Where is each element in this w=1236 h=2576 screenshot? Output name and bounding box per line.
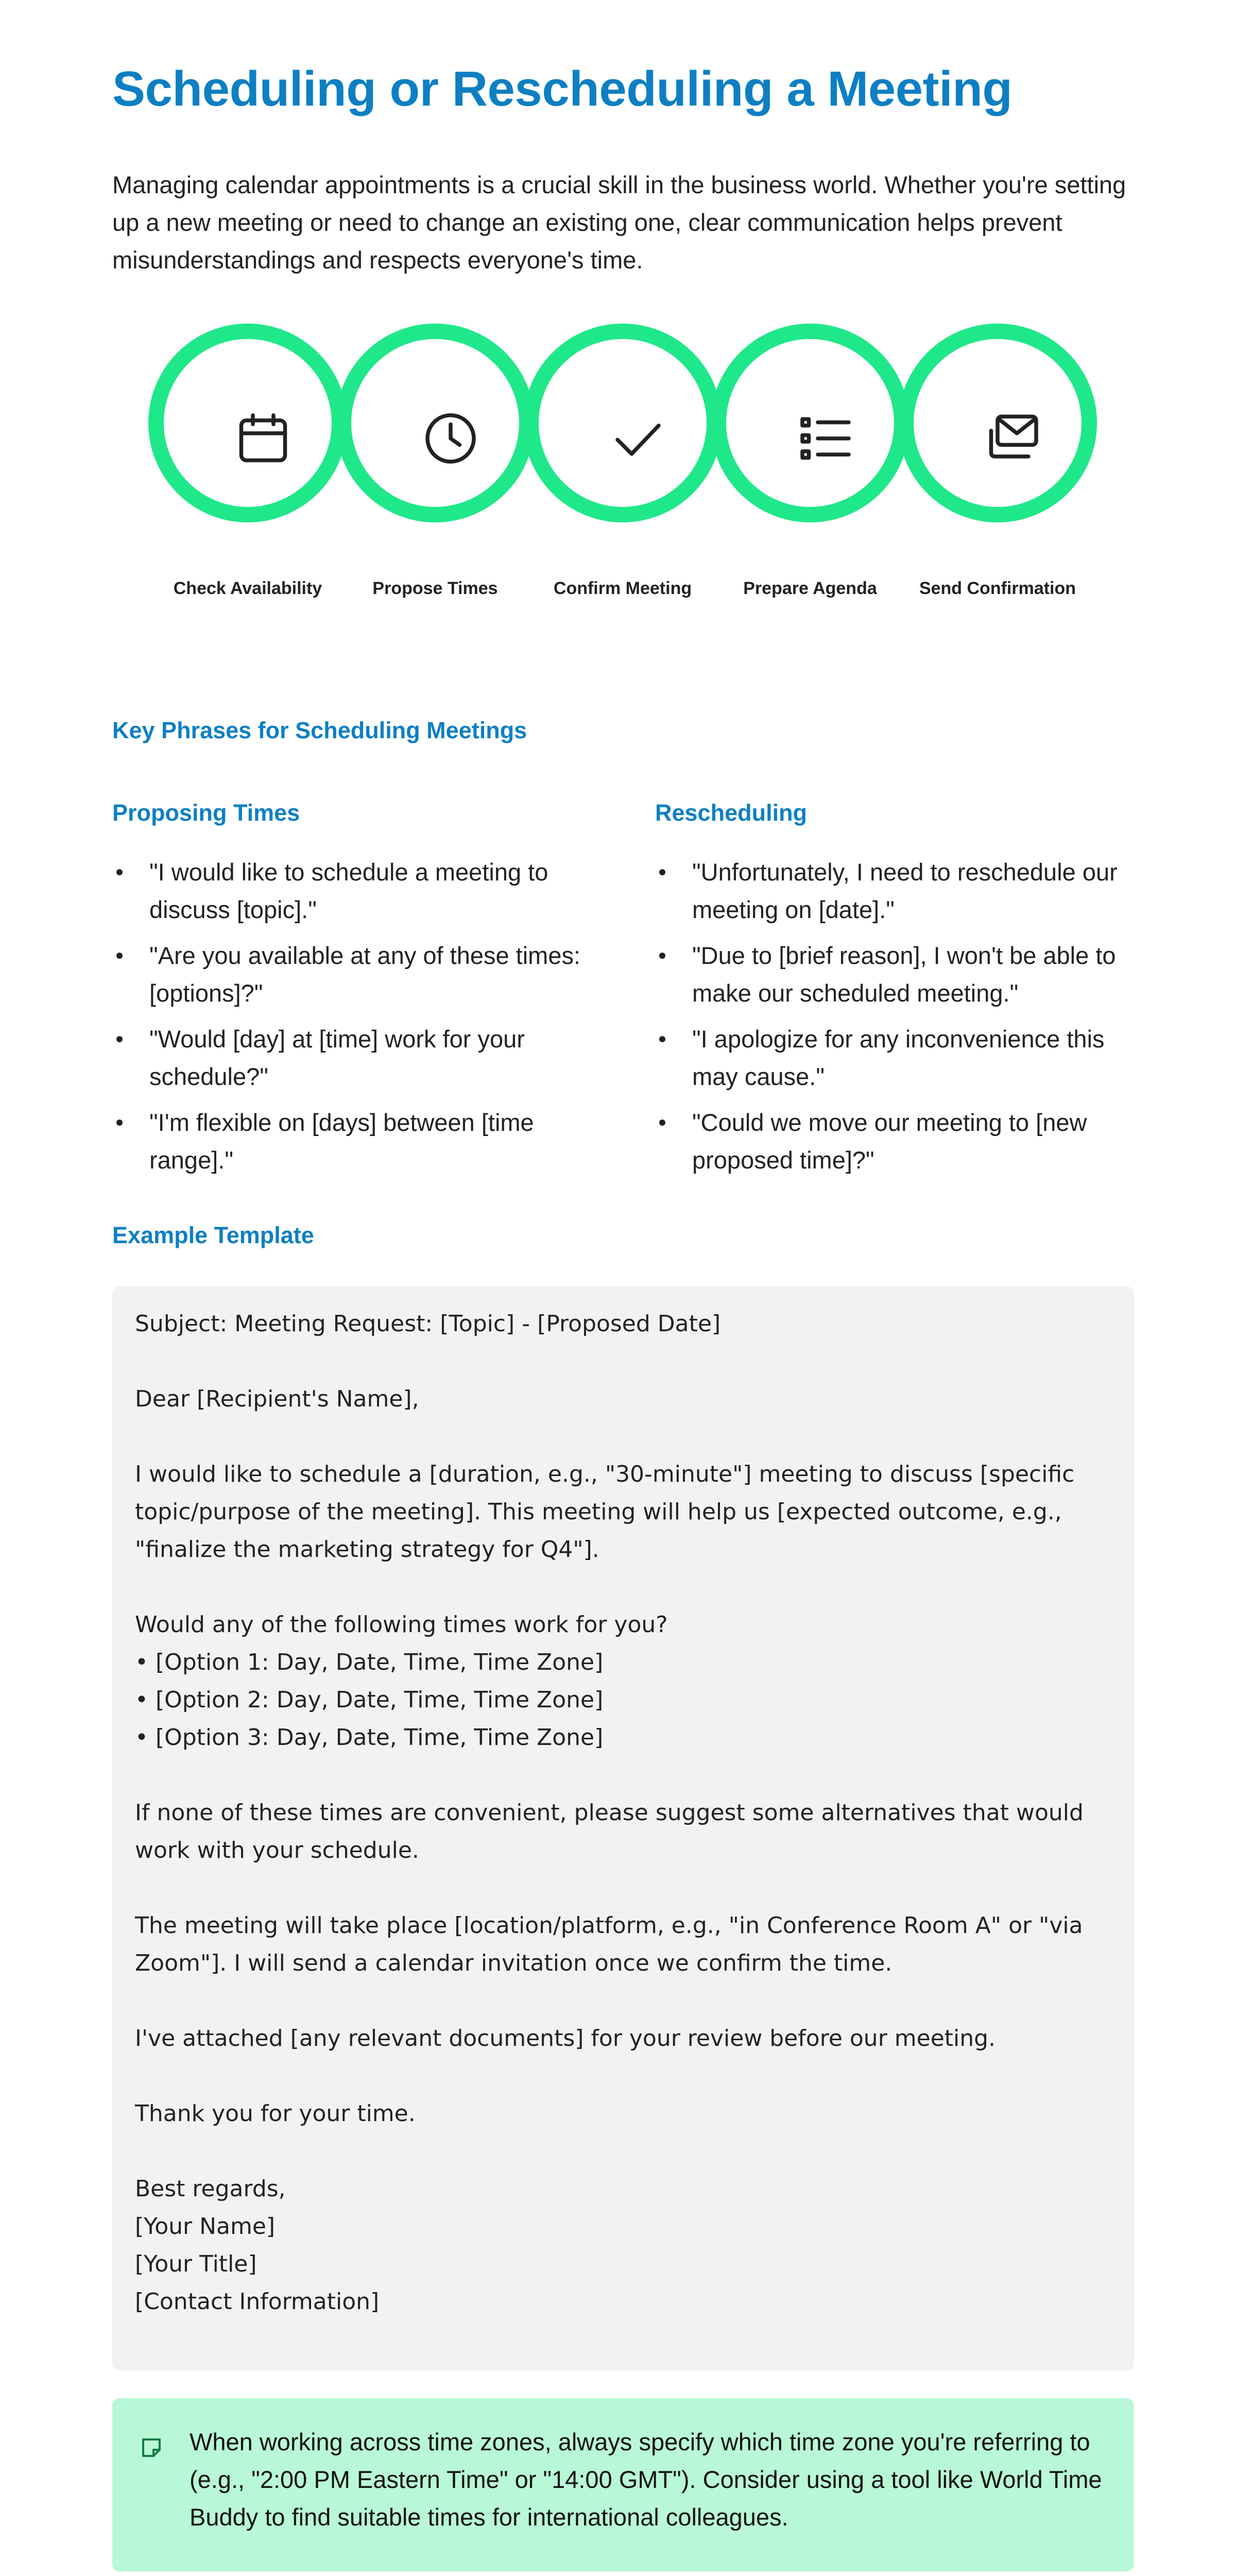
list-item: "Unfortunately, I need to reschedule our meeting on [date]." bbox=[655, 853, 1134, 928]
step-circle bbox=[148, 324, 347, 522]
proposing-times-column bbox=[112, 800, 607, 1187]
bullet-icon bbox=[659, 1120, 665, 1126]
bullet-icon bbox=[116, 869, 123, 875]
template-option-1: • [Option 1: Day, Date, Time, Time Zone] bbox=[135, 1649, 604, 1675]
bullet-icon bbox=[659, 1036, 665, 1042]
list-item: "I would like to schedule a meeting to discuss [topic]." bbox=[112, 853, 607, 928]
list-item: "Would [day] at [time] work for your schedule?" bbox=[112, 1020, 607, 1095]
step-label: Confirm Meeting bbox=[553, 579, 692, 598]
step-label: Prepare Agenda bbox=[743, 579, 877, 598]
proposing-times-heading: Proposing Times bbox=[112, 800, 300, 826]
tip-text: When working across time zones, always specify which time zone you're referring to (e.g., "2:00 PM Eastern Time" or "14:00 GMT"). Consider using a tool like World Time Buddy to find suitable times for international colleagues. bbox=[190, 2428, 1102, 2531]
template-signoff: Best regards, bbox=[135, 2176, 286, 2202]
example-template-heading: Example Template bbox=[112, 1222, 314, 1248]
list-item: "Could we move our meeting to [new proposed time]?" bbox=[655, 1104, 1134, 1179]
template-contact: [Contact Information] bbox=[135, 2289, 380, 2315]
bullet-icon bbox=[116, 953, 123, 959]
proposing-times-list bbox=[112, 853, 607, 1179]
tip-box bbox=[112, 2398, 1134, 2571]
list-item: "I apologize for any inconvenience this may cause." bbox=[655, 1020, 1134, 1095]
list-item: "Are you available at any of these times: [options]?" bbox=[112, 937, 607, 1012]
template-greeting: Dear [Recipient's Name], bbox=[135, 1386, 419, 1412]
template-body-3: The meeting will take place [location/platform, e.g., "in Conference Room A" or "via Zoom"]. I will send a calendar invitation once we confirm the time. bbox=[135, 1912, 1083, 1976]
intro-paragraph: Managing calendar appointments is a crucial skill in the business world. Whether you're setting up a new meeting or need to change an existing one, clear communication helps prevent misunderstandings and respects everyone's time. bbox=[112, 171, 1126, 274]
process-flow bbox=[112, 324, 1134, 633]
template-body-2: If none of these times are convenient, please suggest some alternatives that would work with your schedule. bbox=[135, 1800, 1084, 1863]
step-circle bbox=[523, 324, 722, 522]
calendar-icon bbox=[232, 408, 294, 469]
template-subject: Subject: Meeting Request: [Topic] - [Proposed Date] bbox=[135, 1311, 721, 1337]
template-body-1: I would like to schedule a [duration, e.g., "30-minute"] meeting to discuss [specific topic/purpose of the meeting]. This meeting will help us [expected outcome, e.g., "finalize the marketing strategy for Q4"]. bbox=[135, 1461, 1075, 1563]
step-circle bbox=[336, 324, 535, 522]
template-name: [Your Name] bbox=[135, 2213, 276, 2240]
step-label: Propose Times bbox=[372, 579, 498, 598]
list-item: "I'm flexible on [days] between [time range]." bbox=[112, 1104, 607, 1179]
clock-icon bbox=[420, 408, 482, 469]
template-options-intro: Would any of the following times work for you? bbox=[135, 1612, 668, 1638]
template-option-2: • [Option 2: Day, Date, Time, Time Zone] bbox=[135, 1687, 604, 1713]
step-circle bbox=[898, 324, 1097, 522]
bullet-icon bbox=[116, 1120, 123, 1126]
mail-icon bbox=[982, 408, 1044, 469]
bullet-icon bbox=[659, 953, 665, 959]
bullet-icon bbox=[659, 869, 665, 875]
bullet-icon bbox=[116, 1036, 123, 1042]
key-phrases-heading: Key Phrases for Scheduling Meetings bbox=[112, 717, 527, 743]
list-icon bbox=[795, 408, 856, 469]
rescheduling-column bbox=[655, 800, 1134, 1187]
rescheduling-list bbox=[655, 853, 1134, 1179]
template-thanks: Thank you for your time. bbox=[135, 2100, 416, 2127]
step-label: Check Availability bbox=[173, 579, 322, 598]
list-item: "Due to [brief reason], I won't be able to make our scheduled meeting." bbox=[655, 937, 1134, 1012]
step-label: Send Confirmation bbox=[919, 579, 1076, 598]
rescheduling-heading: Rescheduling bbox=[655, 800, 808, 826]
step-circle bbox=[711, 324, 909, 522]
template-body-4: I've attached [any relevant documents] for your review before our meeting. bbox=[135, 2025, 996, 2052]
page-title: Scheduling or Rescheduling a Meeting bbox=[112, 61, 1012, 116]
template-option-3: • [Option 3: Day, Date, Time, Time Zone] bbox=[135, 1724, 604, 1751]
template-job-title: [Your Title] bbox=[135, 2251, 257, 2277]
note-icon bbox=[139, 2435, 164, 2460]
example-template-box bbox=[112, 1286, 1134, 2370]
checkmark-icon bbox=[607, 408, 669, 469]
